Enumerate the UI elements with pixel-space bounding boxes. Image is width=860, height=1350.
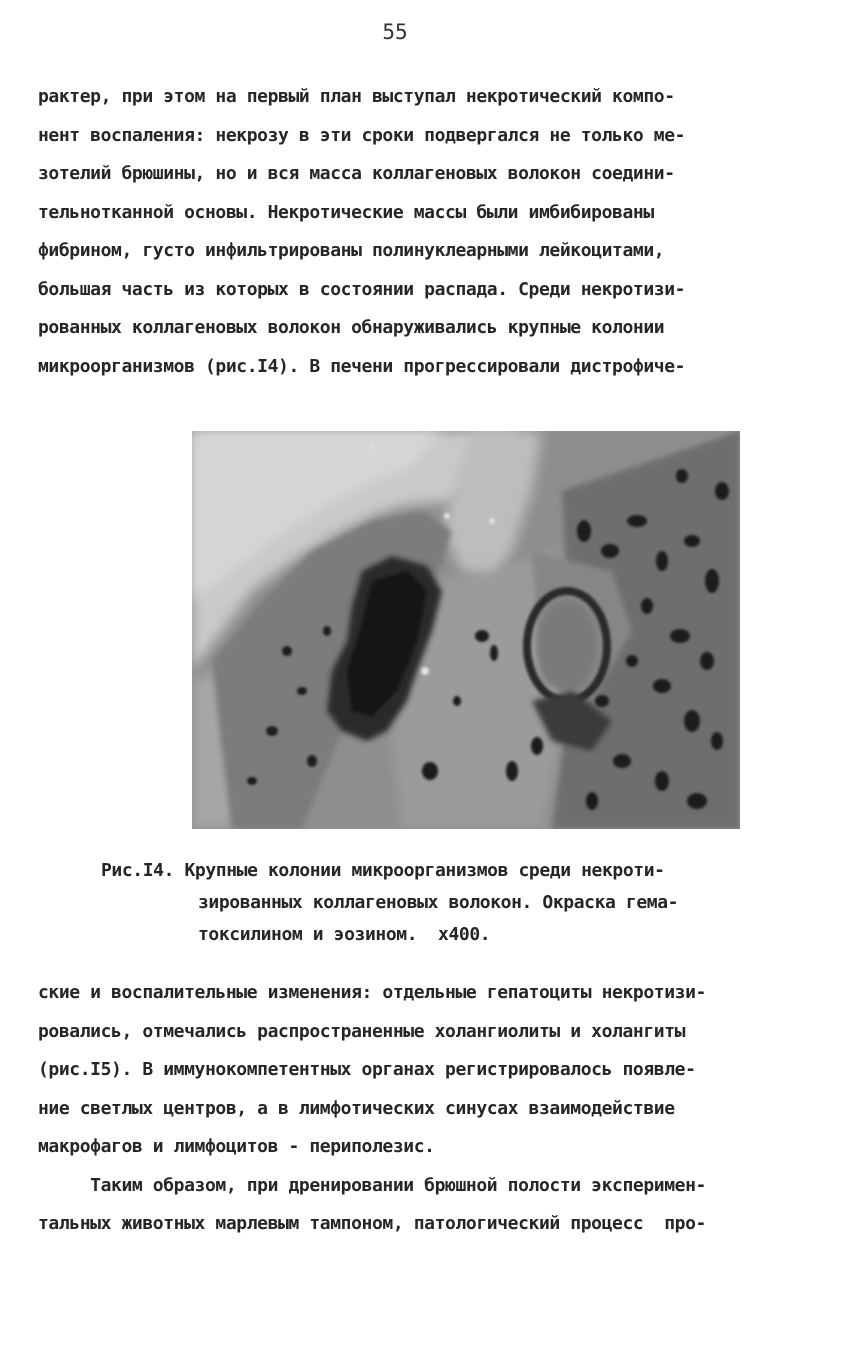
text-line: (рис.I5). В иммунокомпетентных органах регистрировалось появле- xyxy=(38,1059,696,1080)
text-line: нент воспаления: некрозу в эти сроки подвергался не только ме- xyxy=(38,124,686,146)
page-number: 55 xyxy=(382,20,408,44)
text-line: ние светлых центров, а в лимфотических синусах взаимодействие xyxy=(38,1097,675,1119)
text-line: ские и воспалительные изменения: отдельные гепатоциты некротизи- xyxy=(38,982,706,1003)
micrograph-photo xyxy=(192,431,740,829)
text-line: рованных коллагеновых волокон обнаруживались крупные колонии xyxy=(38,317,665,338)
text-line: микроорганизмов (рис.I4). В печени прогрессировали дистрофиче- xyxy=(38,355,686,377)
caption-line: токсилином и эозином. x400. xyxy=(198,924,491,945)
text-line: тальных животных марлевым тампоном, патологический процесс про- xyxy=(38,1213,706,1234)
text-line: рактер, при этом на первый план выступал некротический компо- xyxy=(38,86,675,107)
bottom-paragraph xyxy=(38,974,806,1244)
text-line: большая часть из которых в состоянии распада. Среди некротизи- xyxy=(38,278,686,300)
top-paragraph xyxy=(38,78,806,386)
text-line: макрофагов и лимфоцитов - периполезис. xyxy=(38,1136,435,1157)
text-line: Таким образом, при дренировании брюшной полости эксперимен- xyxy=(38,1174,706,1196)
figure-caption xyxy=(101,855,781,951)
text-line: ровались, отмечались распространенные холангиолиты и холангиты xyxy=(38,1020,686,1042)
caption-line: Рис.I4. Крупные колонии микроорганизмов среди некроти- xyxy=(101,860,665,881)
caption-line: зированных коллагеновых волокон. Окраска гема- xyxy=(198,892,679,913)
text-line: фибрином, густо инфильтрированы полинуклеарными лейкоцитами, xyxy=(38,240,665,261)
text-line: тельнотканной основы. Некротические массы были имбибированы xyxy=(38,201,654,223)
text-line: зотелий брюшины, но и вся масса коллагеновых волокон соедини- xyxy=(38,163,675,184)
